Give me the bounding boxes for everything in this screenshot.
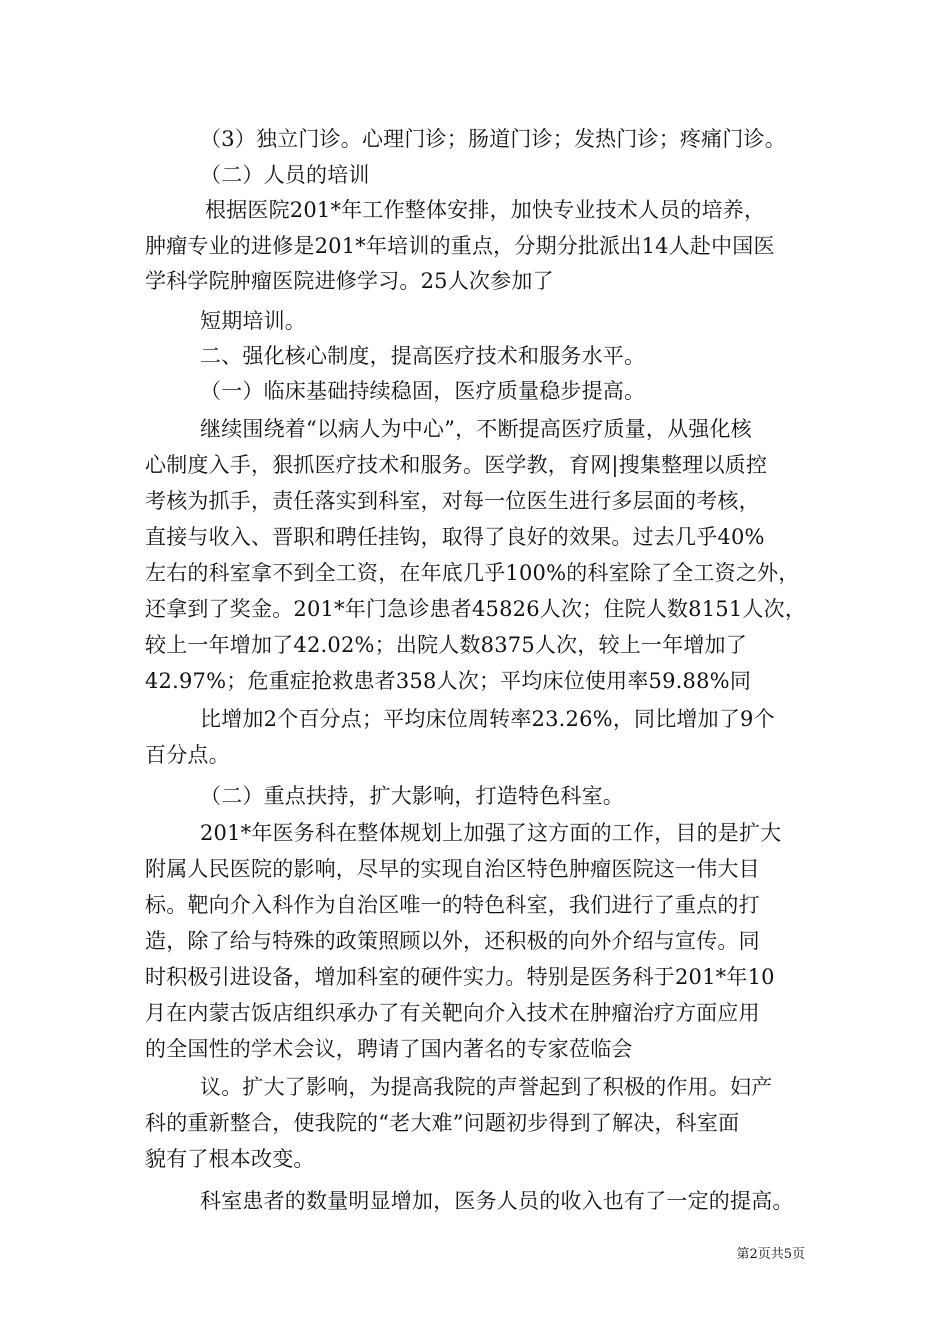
text-line: 心制度入手，狠抓医疗技术和服务。医学教，育网|搜集整理以质控: [145, 453, 768, 477]
text-line: 科室患者的数量明显增加，医务人员的收入也有了一定的提高。: [200, 1189, 794, 1213]
text-line: 的全国性的学术会议，聘请了国内著名的专家莅临会: [145, 1037, 633, 1061]
text-line: 貌有了根本改变。: [145, 1147, 315, 1171]
text-line: 短期培训。: [200, 309, 306, 333]
text-line: 时积极引进设备，增加科室的硬件实力。特别是医务科于201*年10: [145, 965, 775, 989]
section-heading: （二）人员的培训: [200, 163, 370, 187]
section-heading: （二）重点扶持，扩大影响，打造特色科室。: [200, 784, 624, 808]
text-line: 造，除了给与特殊的政策照顾以外，还积极的向外介绍与宣传。同: [145, 929, 760, 953]
section-heading: 二、强化核心制度，提高医疗技术和服务水平。: [200, 344, 646, 368]
text-line: 科的重新整合，使我院的“老大难”问题初步得到了解决，科室面: [145, 1111, 740, 1135]
text-line: （3）独立门诊。心理门诊；肠道门诊；发热门诊；疼痛门诊。: [200, 127, 786, 151]
text-line: 较上一年增加了42.02%；出院人数8375人次，较上一年增加了: [145, 633, 747, 657]
text-line: 百分点。: [145, 743, 230, 767]
text-line: 42.97%；危重症抢救患者358人次；平均床位使用率59.88%同: [145, 669, 752, 693]
text-line: 根据医院201*年工作整体安排，加快专业技术人员的培养，: [205, 198, 766, 222]
text-line: 附属人民医院的影响，尽早的实现自治区特色肿瘤医院这一伟大目: [145, 857, 760, 881]
text-line: 肿瘤专业的进修是201*年培训的重点，分期分批派出14人赴中国医: [145, 234, 775, 258]
text-line: 月在内蒙古饭店组织承办了有关靶向介入技术在肿瘤治疗方面应用: [145, 1001, 760, 1025]
page-number: 第2页共5页: [736, 1247, 805, 1262]
text-line: 学科学院肿瘤医院进修学习。25人次参加了: [145, 269, 554, 293]
section-heading: （一）临床基础持续稳固，医疗质量稳步提高。: [200, 379, 646, 403]
text-line: 考核为抓手，责任落实到科室，对每一位医生进行多层面的考核，: [145, 489, 760, 513]
text-line: 议。扩大了影响，为提高我院的声誉起到了积极的作用。妇产: [200, 1075, 773, 1099]
text-line: 比增加2个百分点；平均床位周转率23.26%，同比增加了9个: [200, 707, 775, 731]
text-line: 继续围绕着“以病人为中心”，不断提高医疗质量，从强化核: [200, 417, 752, 441]
text-line: 左右的科室拿不到全工资，在年底几乎100%的科室除了全工资之外，: [145, 561, 800, 585]
text-line: 直接与收入、晋职和聘任挂钩，取得了良好的效果。过去几乎40%: [145, 525, 765, 549]
text-line: 还拿到了奖金。201*年门急诊患者45826人次；住院人数8151人次，: [145, 597, 807, 621]
text-line: 标。靶向介入科作为自治区唯一的特色科室，我们进行了重点的打: [145, 893, 760, 917]
text-line: 201*年医务科在整体规划上加强了这方面的工作，目的是扩大: [200, 821, 782, 845]
